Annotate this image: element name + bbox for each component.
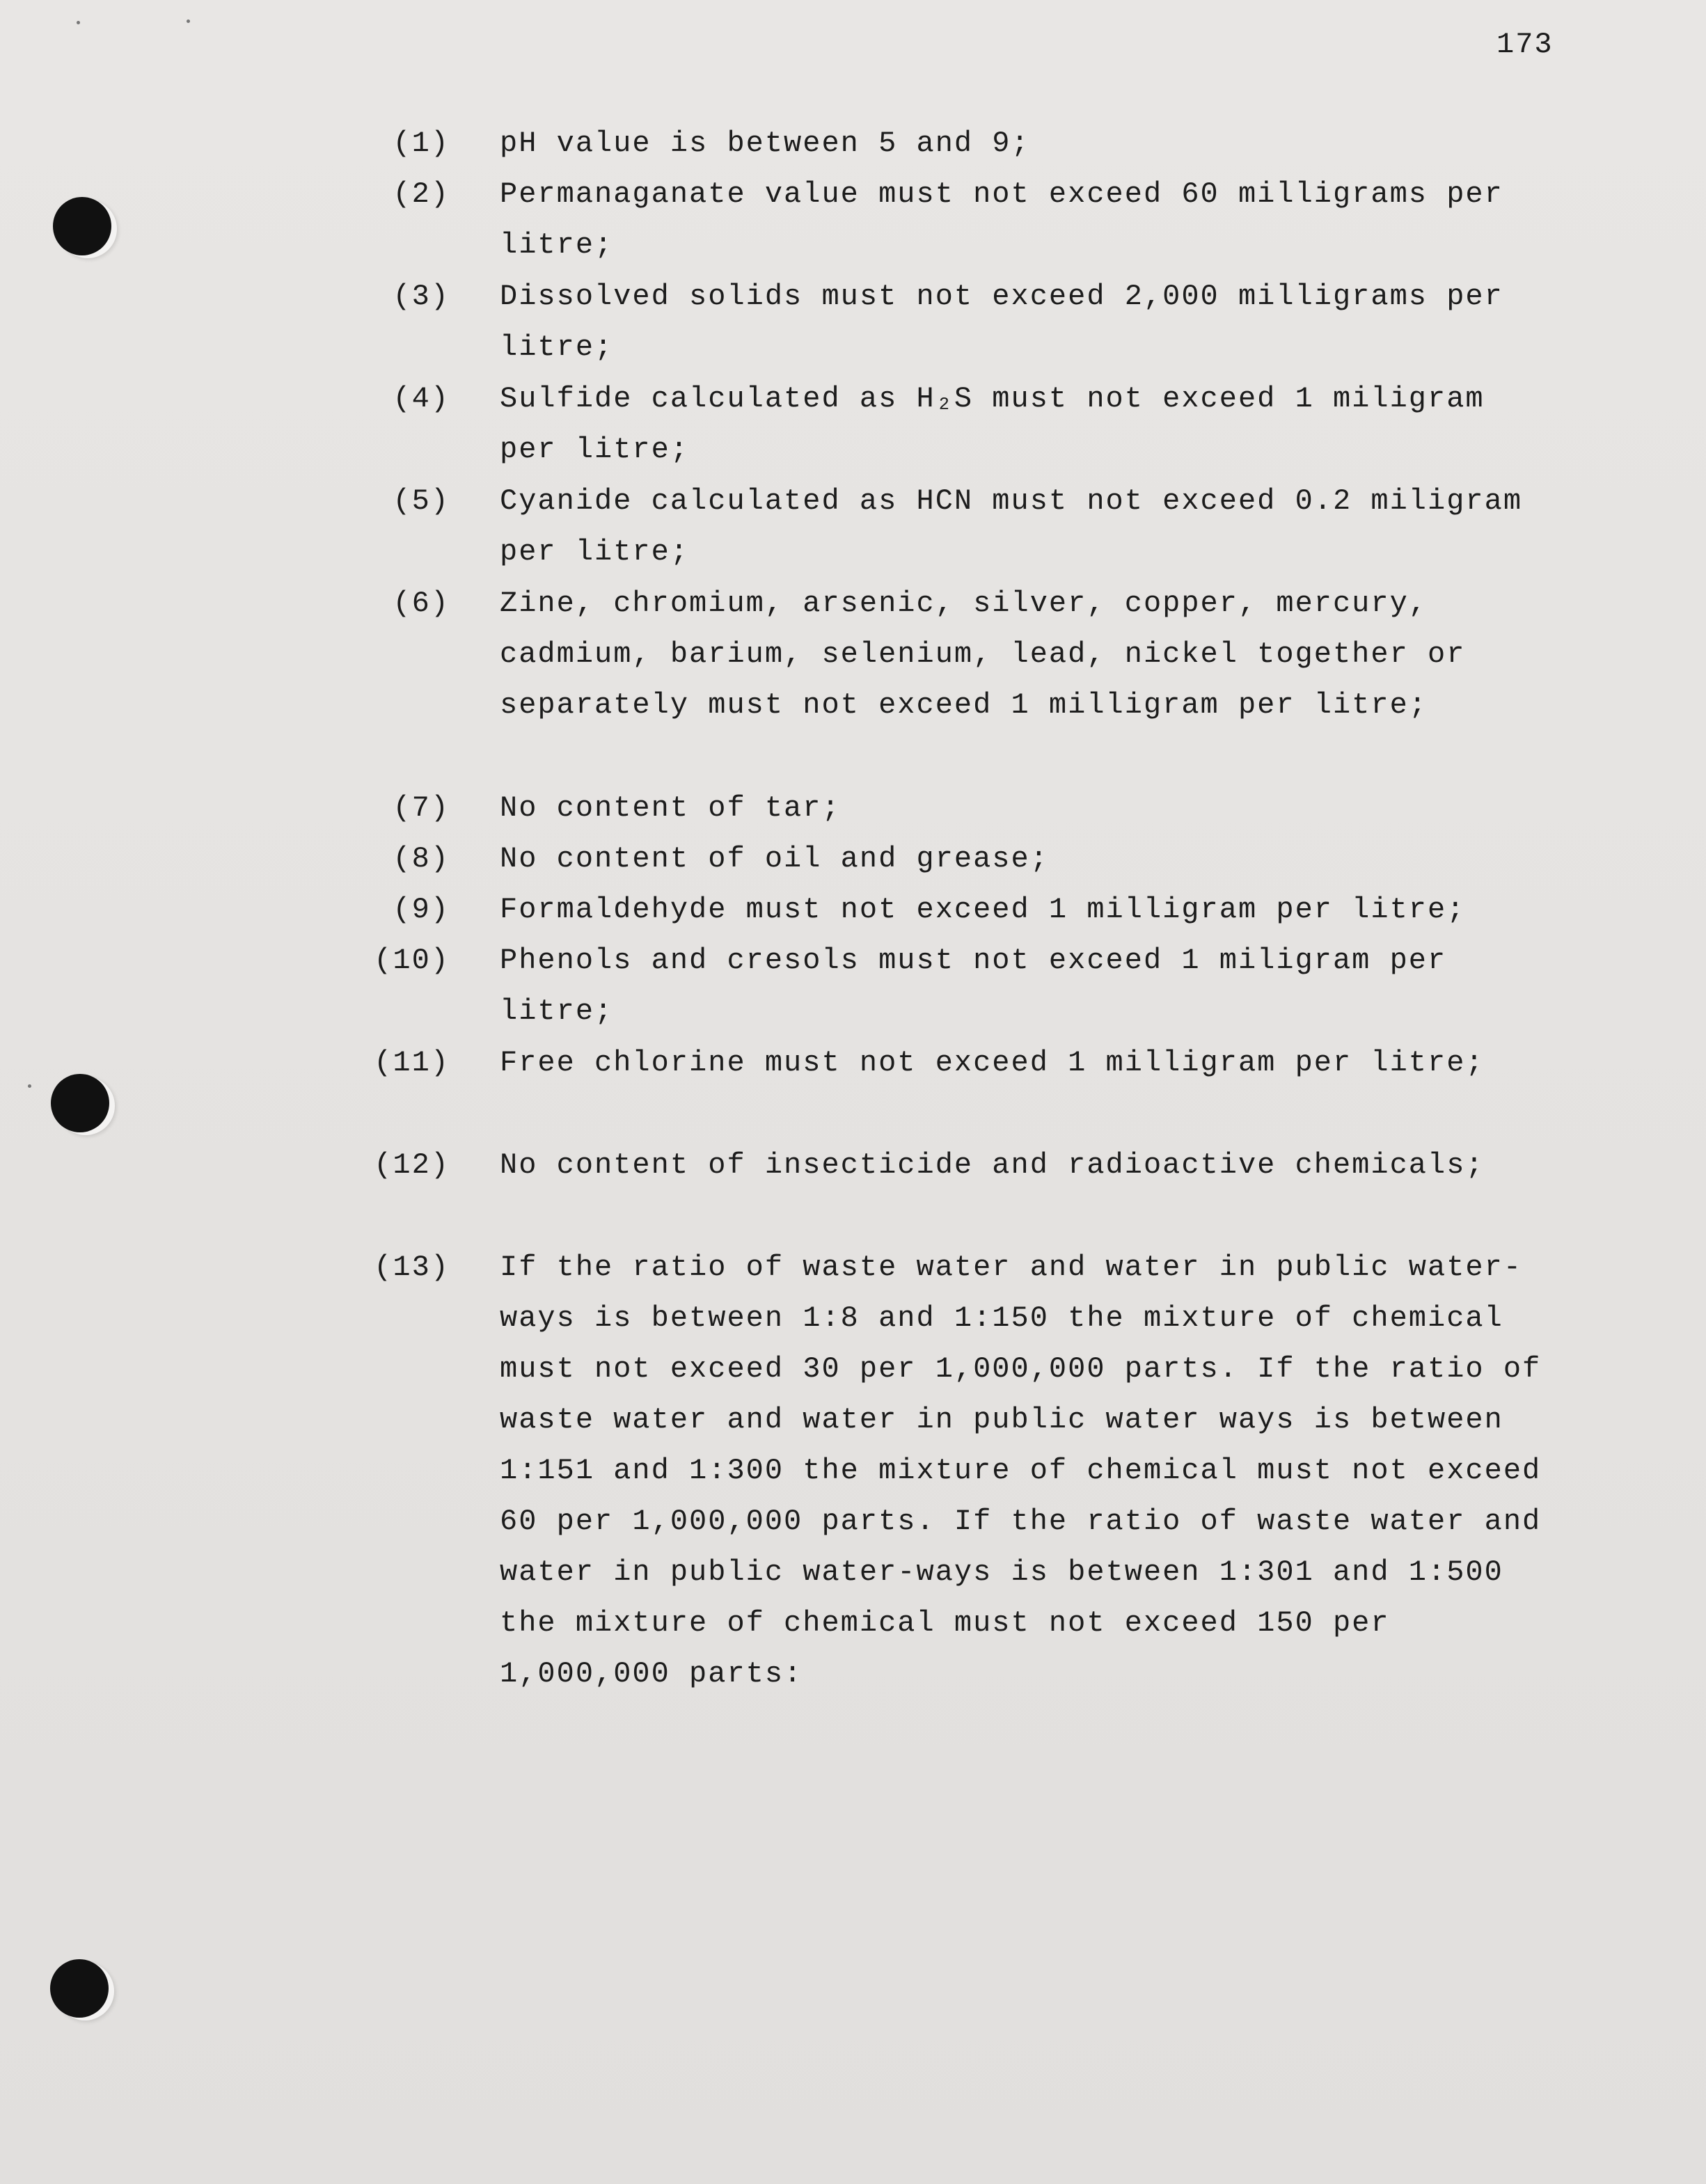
paper-speck [77, 21, 80, 24]
item-number: (6) [393, 587, 450, 620]
item-text: pH value is between 5 and 9; [500, 127, 1030, 160]
item-number: (2) [393, 177, 450, 211]
page-number: 173 [1496, 28, 1554, 61]
item-text: Cyanide calculated as HCN must not exceed 0.2 miligram per litre; [500, 484, 1523, 569]
paper-speck [187, 19, 190, 23]
item-text: No content of oil and grease; [500, 842, 1049, 876]
item-number: (1) [393, 127, 450, 160]
punch-hole [50, 1959, 109, 2018]
item-text: Dissolved solids must not exceed 2,000 milligrams per litre; [500, 280, 1503, 364]
item-text: No content of tar; [500, 791, 841, 825]
item-text: If the ratio of waste water and water in public water-ways is between 1:8 and 1:150 the mixture of chemical must not exceed 30 per 1,000,000 parts. If the ratio of waste water and water in public water ways is between 1:151 and 1:300 the mixture of chemical must not exceed 60 per 1,000,000 parts. If the ratio of waste water and water in public water-ways is between 1:301 and 1:500 the mixture of chemical must not exceed 150 per 1,000,000 parts: [500, 1251, 1542, 1691]
item-text: Formaldehyde must not exceed 1 milligram per litre; [500, 893, 1466, 926]
item-number: (3) [393, 280, 450, 313]
item-number: (13) [374, 1251, 450, 1284]
punch-hole [51, 1074, 109, 1132]
item-text: Free chlorine must not exceed 1 milligram per litre; [500, 1046, 1485, 1079]
item-text: Sulfide calculated as H₂S must not exceed 1 miligram per litre; [500, 382, 1485, 466]
item-number: (4) [393, 382, 450, 416]
item-text: No content of insecticide and radioactive chemicals; [500, 1148, 1485, 1182]
item-number: (9) [393, 893, 450, 926]
item-text: Phenols and cresols must not exceed 1 miligram per litre; [500, 944, 1447, 1028]
paper-speck [28, 1084, 31, 1088]
item-text: Permanaganate value must not exceed 60 milligrams per litre; [500, 177, 1503, 262]
item-number: (10) [374, 944, 450, 977]
item-number: (5) [393, 484, 450, 518]
item-number: (11) [374, 1046, 450, 1079]
punch-hole [53, 197, 111, 255]
item-number: (8) [393, 842, 450, 876]
item-number: (7) [393, 791, 450, 825]
item-number: (12) [374, 1148, 450, 1182]
item-text: Zine, chromium, arsenic, silver, copper, mercury, cadmium, barium, selenium, lead, nickel together or separately must not exceed 1 milligram per litre; [500, 587, 1466, 722]
